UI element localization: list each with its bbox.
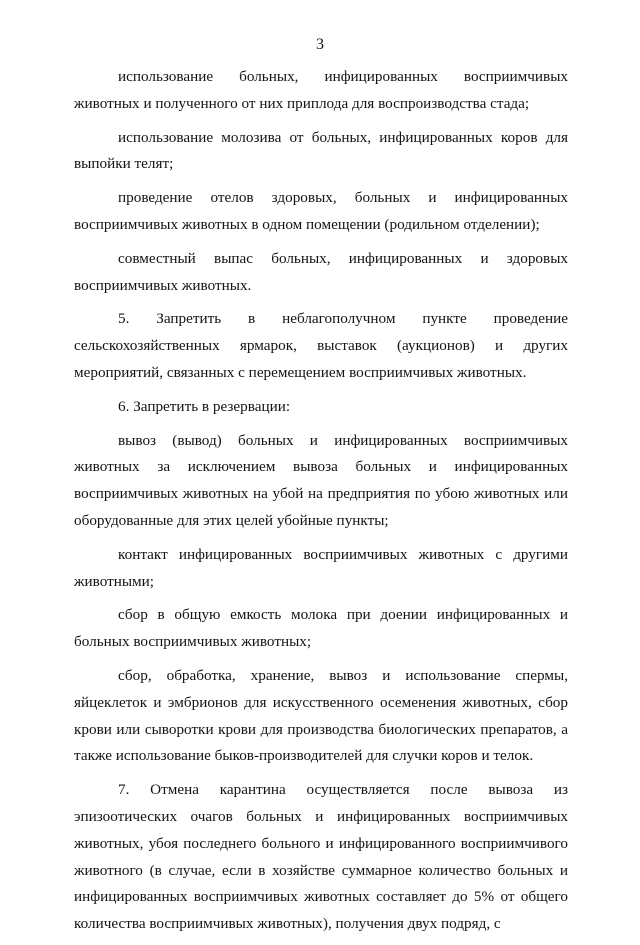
paragraph-prohibition-semen: сбор, обработка, хранение, вывоз и использование спермы, яйцеклеток и эмбрионов для искусственного осеменения животных, сбор крови или сыворотки крови для производства биологических препаратов, а также использование быков-производителей для случки коров и телок.: [74, 666, 568, 765]
paragraph-item-6: 6. Запретить в резервации:: [118, 397, 291, 415]
paragraph-prohibition-calving: проведение отелов здоровых, больных и инфицированных восприимчивых животных в одном помещении (родильном отделении);: [74, 189, 568, 233]
paragraph-item-7: 7. Отмена карантина осуществляется после вывоза из эпизоотических очагов больных и инфицированных восприимчивых животных, убоя последнего больного и инфицированного восприимчивого животного (в случае, если в хозяйстве суммарное количество больных и инфицированных восприимчивых животных составляет до 5% от общего количества восприимчивых животных), получения двух подряд, с: [74, 781, 568, 933]
paragraph-prohibition-export: вывоз (вывод) больных и инфицированных восприимчивых животных за исключением вывоза больных и инфицированных восприимчивых животных на убой на предприятия по убою животных или оборудованные для этих целей убойные пункты;: [74, 431, 568, 529]
page-number: 3: [316, 36, 324, 53]
paragraph-prohibition-use-offspring: использование больных, инфицированных восприимчивых животных и полученного от них приплода для воспроизводства стада;: [74, 68, 568, 112]
paragraph-prohibition-contact: контакт инфицированных восприимчивых животных с другими животными;: [74, 545, 568, 590]
paragraph-prohibition-grazing: совместный выпас больных, инфицированных и здоровых восприимчивых животных.: [74, 249, 568, 294]
paragraph-prohibition-milk: сбор в общую емкость молока при доении инфицированных и больных восприимчивых животных;: [74, 606, 568, 651]
paragraph-prohibition-colostrum: использование молозива от больных, инфицированных коров для выпойки телят;: [74, 128, 568, 173]
document-body: [74, 64, 568, 945]
paragraph-item-5: 5. Запретить в неблагополучном пункте проведение сельскохозяйственных ярмарок, выставок (аукционов) и других мероприятий, связанных с перемещением восприимчивых животных.: [74, 310, 568, 381]
